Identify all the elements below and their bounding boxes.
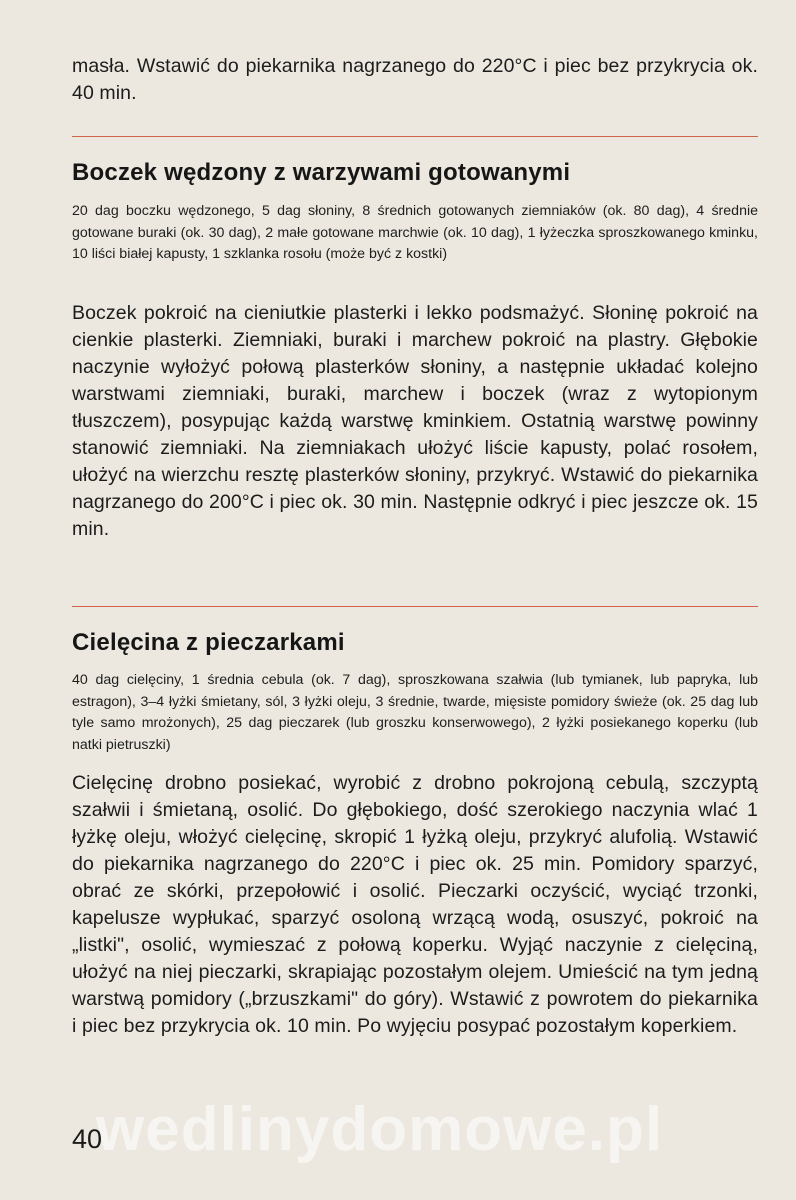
page-number: 40 <box>72 1124 103 1154</box>
book-page <box>72 0 758 1200</box>
recipe-ingredients-boczek: 20 dag boczku wędzonego, 5 dag słoniny, 8 średnich gotowanych ziemniaków (ok. 80 dag), 4 średnie gotowane buraki (ok. 30 dag), 2 małe gotowane marchwie (ok. 10 dag), 1 łyżeczka sproszkowanego kminku, 10 liści białej kapusty, 1 szklanka rosołu (może być z kostki) <box>72 203 758 262</box>
watermark: wedlinydomowe.pl <box>96 1095 664 1164</box>
recipe-method-boczek: Boczek pokroić na cieniutkie plasterki i lekko podsmażyć. Słoninę pokroić na cienkie plasterki. Ziemniaki, buraki i marchew pokroić na plastry. Głębokie naczynie wyłożyć połową plasterków słoniny, a następnie układać kolejno warstwami ziemniaki, buraki, marchew i boczek (wraz z wytopionym tłuszczem), posypując każdą warstwę kminkiem. Ostatnią warstwę powinny stanowić ziemniaki. Na ziemniakach ułożyć liście kapusty, polać rosołem, ułożyć na wierzchu resztę plasterków słoniny, przykryć. Wstawić do piekarnika nagrzanego do 200°C i piec ok. 30 min. Następnie odkryć i piec jeszcze ok. 15 min. <box>72 302 758 540</box>
intro-paragraph: masła. Wstawić do piekarnika nagrzanego do 220°C i piec bez przykrycia ok. 40 min. <box>72 55 758 104</box>
recipe-method-cielecina: Cielęcinę drobno posiekać, wyrobić z drobno pokrojoną cebulą, szczyptą szałwii i śmietaną, osolić. Do głębokiego, dość szerokiego naczynia wlać 1 łyżkę oleju, włożyć cielęcinę, skropić 1 łyżką oleju, przykryć alufolią. Wstawić do piekarnika nagrzanego do 220°C i piec ok. 25 min. Pomidory sparzyć, obrać ze skórki, przepołowić i osolić. Pieczarki oczyścić, wyciąć trzonki, kapelusze wypłukać, sparzyć osoloną wrzącą wodą, osuszyć, pokroić na „listki", osolić, wymieszać z połową koperku. Wyjąć naczynie z cielęciną, ułożyć na niej pieczarki, skrapiając pozostałym olejem. Umieścić na tym jedną warstwą pomidory („brzuszkami" do góry). Wstawić z powrotem do piekarnika i piec bez przykrycia ok. 10 min. Po wyjęciu posypać pozostałym koperkiem. <box>72 772 758 1037</box>
section-divider <box>72 136 758 137</box>
recipe-ingredients-cielecina: 40 dag cielęciny, 1 średnia cebula (ok. 7 dag), sproszkowana szałwia (lub tymianek, lub papryka, lub estragon), 3–4 łyżki śmietany, sól, 3 łyżki oleju, 3 średnie, twarde, mięsiste pomidory świeże (ok. 25 dag lub tyle samo mrożonych), 25 dag pieczarek (lub groszku konserwowego), 2 łyżki posiekanego koperku (lub natki pietruszki) <box>72 672 758 753</box>
recipe-title-cielecina: Cielęcina z pieczarkami <box>72 629 345 656</box>
recipe-title-boczek: Boczek wędzony z warzywami gotowanymi <box>72 159 571 186</box>
section-divider <box>72 606 758 607</box>
